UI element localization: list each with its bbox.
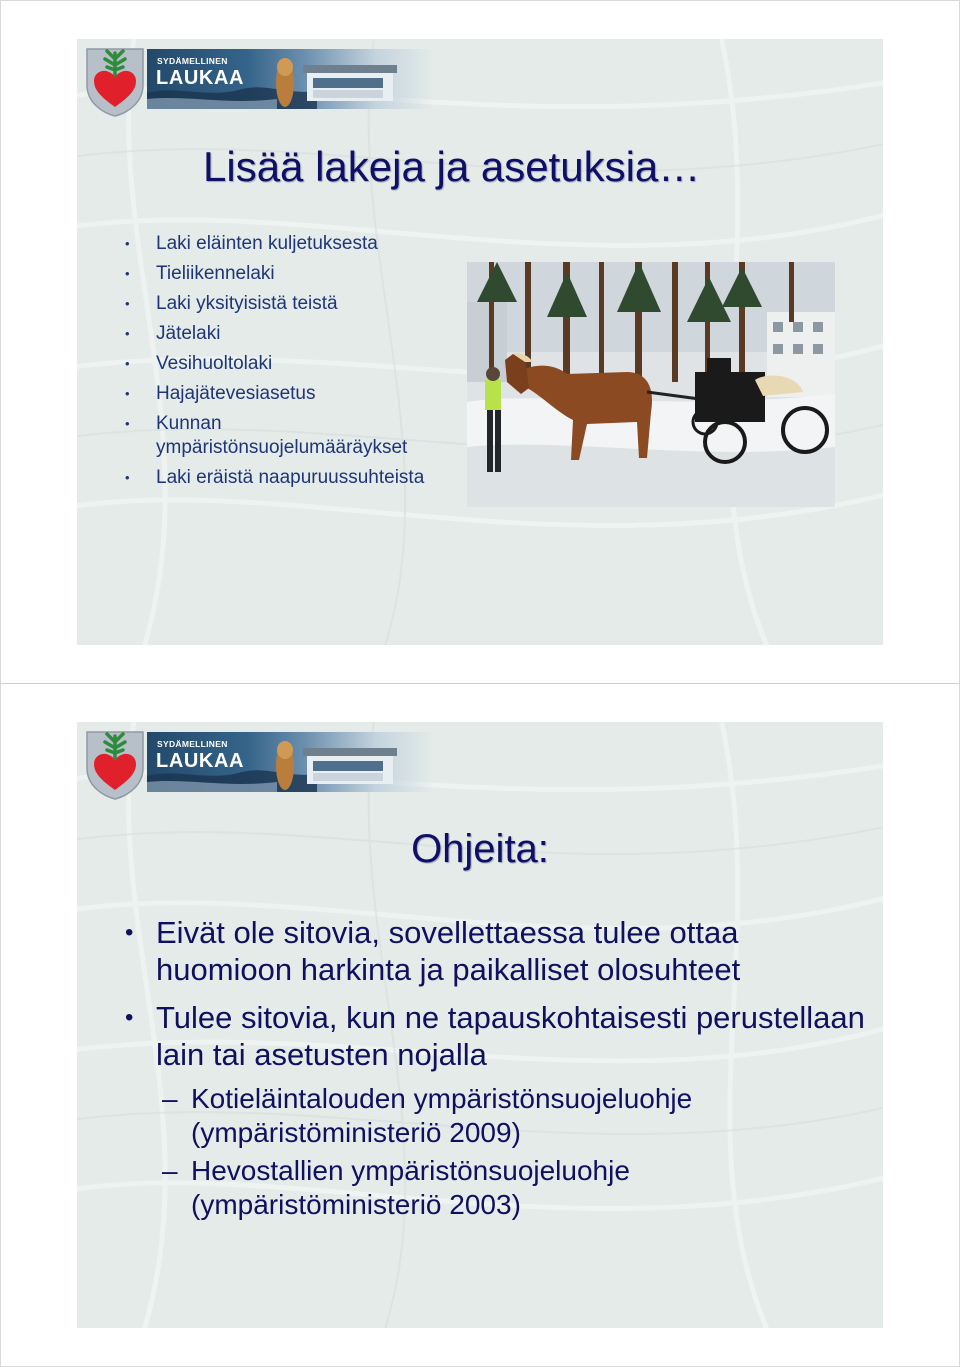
- bullet-icon: •: [125, 470, 130, 485]
- law-list-item: [125, 292, 465, 316]
- brand-name: LAUKAA: [156, 750, 245, 772]
- brand-tagline: SYDÄMELLINEN: [157, 56, 228, 66]
- guidance-sub-list: [156, 1082, 865, 1222]
- law-name: Hajajätevesiasetus: [156, 383, 316, 404]
- law-list-item: [125, 352, 465, 376]
- bullet-icon: •: [125, 386, 130, 401]
- laukaa-crest-logo: [83, 45, 147, 117]
- bullet-icon: •: [125, 236, 130, 251]
- banner-image-strip: [147, 732, 433, 792]
- bullet-icon: •: [125, 266, 130, 281]
- bullet-icon: •: [125, 1004, 134, 1031]
- bullet-icon: •: [125, 416, 130, 431]
- law-name: Jätelaki: [156, 323, 221, 344]
- guidance-item: [125, 999, 865, 1222]
- header-banner: [83, 45, 435, 117]
- banner-image-strip: [147, 49, 433, 109]
- laukaa-crest-logo: [83, 728, 147, 800]
- bullet-icon: •: [125, 356, 130, 371]
- guidance-text: Tulee sitovia, kun ne tapauskohtaisesti perustellaan lain tai asetusten nojalla: [156, 1000, 865, 1072]
- law-list-item: [125, 262, 465, 286]
- law-list-item: [125, 382, 465, 406]
- horse-carriage-photo: [467, 262, 835, 507]
- law-name: Laki eläinten kuljetuksesta: [156, 233, 378, 254]
- brand-tagline: SYDÄMELLINEN: [157, 739, 228, 749]
- guide-document-name: Hevostallien ympäristönsuojeluohje (ympäristöministeriö 2003): [191, 1155, 630, 1220]
- guidance-sub-item: [156, 1154, 865, 1222]
- bullet-icon: •: [125, 326, 130, 341]
- guidance-sub-item: [156, 1082, 865, 1150]
- law-list-item: [125, 466, 465, 490]
- law-list-item: [125, 232, 465, 256]
- slide-1: [77, 39, 883, 645]
- law-name: Laki eräistä naapuruussuhteista: [156, 467, 425, 488]
- slide-2-title: Ohjeita:: [411, 827, 549, 871]
- law-name: Tieliikennelaki: [156, 263, 275, 284]
- law-name: Kunnan ympäristönsuojelumääräykset: [156, 413, 408, 458]
- slide-1-title: Lisää lakeja ja asetuksia…: [203, 143, 701, 190]
- bullet-icon: •: [125, 919, 134, 946]
- law-list-item: [125, 322, 465, 346]
- dash-icon: –: [162, 1083, 178, 1114]
- guide-document-name: Kotieläintalouden ympäristönsuojeluohje (ympäristöministeriö 2009): [191, 1083, 693, 1148]
- guidance-list: [125, 914, 865, 1233]
- slide-2: [77, 722, 883, 1328]
- page-divider: [0, 683, 960, 684]
- law-name: Laki yksityisistä teistä: [156, 293, 338, 314]
- header-banner: [83, 728, 435, 800]
- guidance-item: [125, 914, 865, 988]
- law-name: Vesihuoltolaki: [156, 353, 273, 374]
- law-list-item: [125, 412, 465, 460]
- dash-icon: –: [162, 1155, 178, 1186]
- bullet-icon: •: [125, 296, 130, 311]
- guidance-text: Eivät ole sitovia, sovellettaessa tulee ottaa huomioon harkinta ja paikalliset olosuhteet: [156, 915, 741, 987]
- brand-name: LAUKAA: [156, 67, 245, 89]
- law-list: [125, 232, 465, 496]
